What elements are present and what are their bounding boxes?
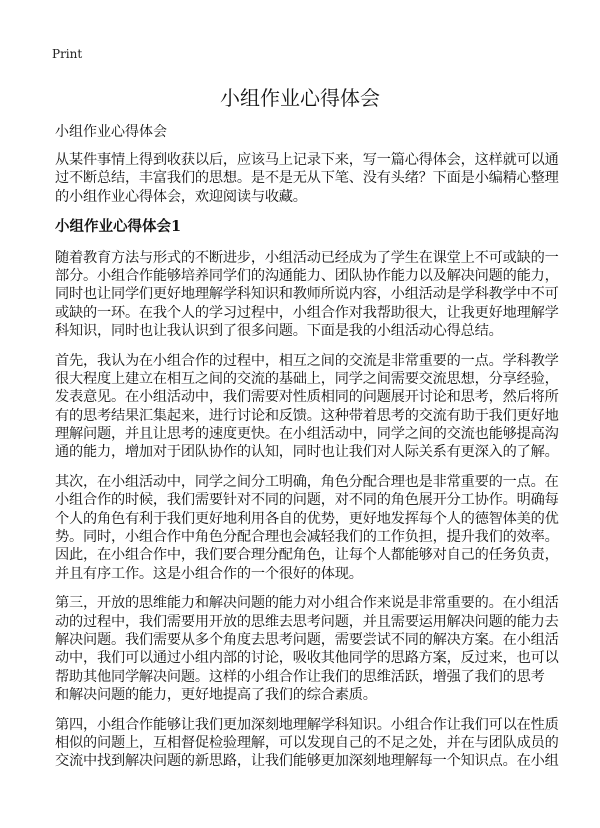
text-line: 科知识，同时也让我认识到了很多问题。下面是我的小组活动心得总结。 bbox=[55, 323, 503, 340]
text-line: 动中，我们可以通过小组内部的讨论，吸收其他同学的思路方案，反过来，也可以 bbox=[55, 650, 559, 667]
document-body bbox=[55, 151, 559, 782]
text-line: 第三，开放的思维能力和解决问题的能力对小组合作来说是非常重要的。在小组活 bbox=[55, 595, 559, 612]
text-line: 帮助其他同学解决问题。这样的小组合作让我们的思维活跃，增强了我们的思考 bbox=[55, 668, 545, 685]
text-line: 部分。小组合作能够培养同学们的沟通能力、团队协作能力以及解决问题的能力， bbox=[55, 267, 559, 284]
section-heading: 小组作业心得体会1 bbox=[55, 218, 182, 236]
page-title: 小组作业心得体会 bbox=[220, 86, 380, 110]
text-line: 很大程度上建立在相互之间的交流的基础上，同学之间需要交流思想，分享经验， bbox=[55, 370, 559, 387]
text-line: 个人的角色有利于我们更好地利用各自的优势，更好地发挥每个人的德智体美的优 bbox=[55, 510, 559, 527]
text-line: 交流中找到解决问题的新思路，让我们能够更加深刻地理解每一个知识点。在小组 bbox=[55, 753, 559, 770]
text-line: 其次，在小组活动中，同学之间分工明确，角色分配合理也是非常重要的一点。在 bbox=[55, 473, 559, 490]
text-line: 第四，小组合作能够让我们更加深刻地理解学科知识。小组合作让我们可以在性质 bbox=[55, 716, 559, 733]
text-line: 小组合作的时候，我们需要针对不同的问题，对不同的角色展开分工协作。明确每 bbox=[55, 492, 559, 509]
body-paragraph bbox=[55, 352, 559, 462]
text-line: 并且有序工作。这是小组合作的一个很好的体现。 bbox=[55, 565, 363, 582]
text-line: 或缺的一环。在我个人的学习过程中，小组合作对我帮助很大，让我更好地理解学 bbox=[55, 304, 559, 321]
body-paragraph bbox=[55, 594, 559, 704]
body-paragraph bbox=[55, 249, 559, 341]
text-line: 有的思考结果汇集起来，进行讨论和反馈。这种带着思考的交流有助于我们更好地 bbox=[55, 407, 559, 424]
text-line: 解决问题。我们需要从多个角度去思考问题，需要尝试不同的解决方案。在小组活 bbox=[55, 632, 559, 648]
intro-paragraph bbox=[55, 151, 559, 206]
section-paragraphs bbox=[55, 249, 559, 771]
body-paragraph bbox=[55, 716, 559, 771]
print-link[interactable]: Print bbox=[52, 47, 83, 61]
text-line: 过不断总结，丰富我们的思想。是不是无从下笔、没有头绪？下面是小编精心整理 bbox=[55, 170, 559, 187]
text-line: 的小组作业心得体会，欢迎阅读与收藏。 bbox=[55, 188, 307, 205]
text-line: 和解决问题的能力，更好地提高了我们的综合素质。 bbox=[55, 687, 377, 704]
text-line: 相似的问题上，互相督促检验理解，可以发现自己的不足之处，并在与团队成员的 bbox=[55, 734, 559, 751]
text-line: 动的过程中，我们需要用开放的思维去思考问题，并且需要运用解决问题的能力去 bbox=[55, 613, 559, 630]
text-line: 发表意见。在小组活动中，我们需要对性质相同的问题展开讨论和思考，然后将所 bbox=[55, 389, 559, 406]
text-line: 随着教育方法与形式的不断进步，小组活动已经成为了学生在课堂上不可或缺的一 bbox=[55, 249, 559, 266]
text-line: 从某件事情上得到收获以后，应该马上记录下来，写一篇心得体会，这样就可以通 bbox=[55, 152, 559, 168]
text-line: 势。同时，小组合作中角色分配合理也会减轻我们的工作负担，提升我们的效率。 bbox=[55, 529, 559, 546]
text-line: 首先，我认为在小组合作的过程中，相互之间的交流是非常重要的一点。学科教学 bbox=[55, 352, 559, 369]
text-line: 通的能力，增加对于团队协作的认知，同时也让我们对人际关系有更深入的了解。 bbox=[55, 444, 559, 461]
body-paragraph bbox=[55, 473, 559, 583]
page-subtitle: 小组作业心得体会 bbox=[55, 124, 167, 140]
text-line: 因此，在小组合作中，我们要合理分配角色，让每个人都能够对自己的任务负责， bbox=[55, 547, 559, 564]
text-line: 理解问题，并且让思考的速度更快。在小组活动中，同学之间的交流也能够提高沟 bbox=[55, 426, 559, 443]
text-line: 同时也让同学们更好地理解学科知识和教师所说内容，小组活动是学科教学中不可 bbox=[55, 286, 559, 303]
